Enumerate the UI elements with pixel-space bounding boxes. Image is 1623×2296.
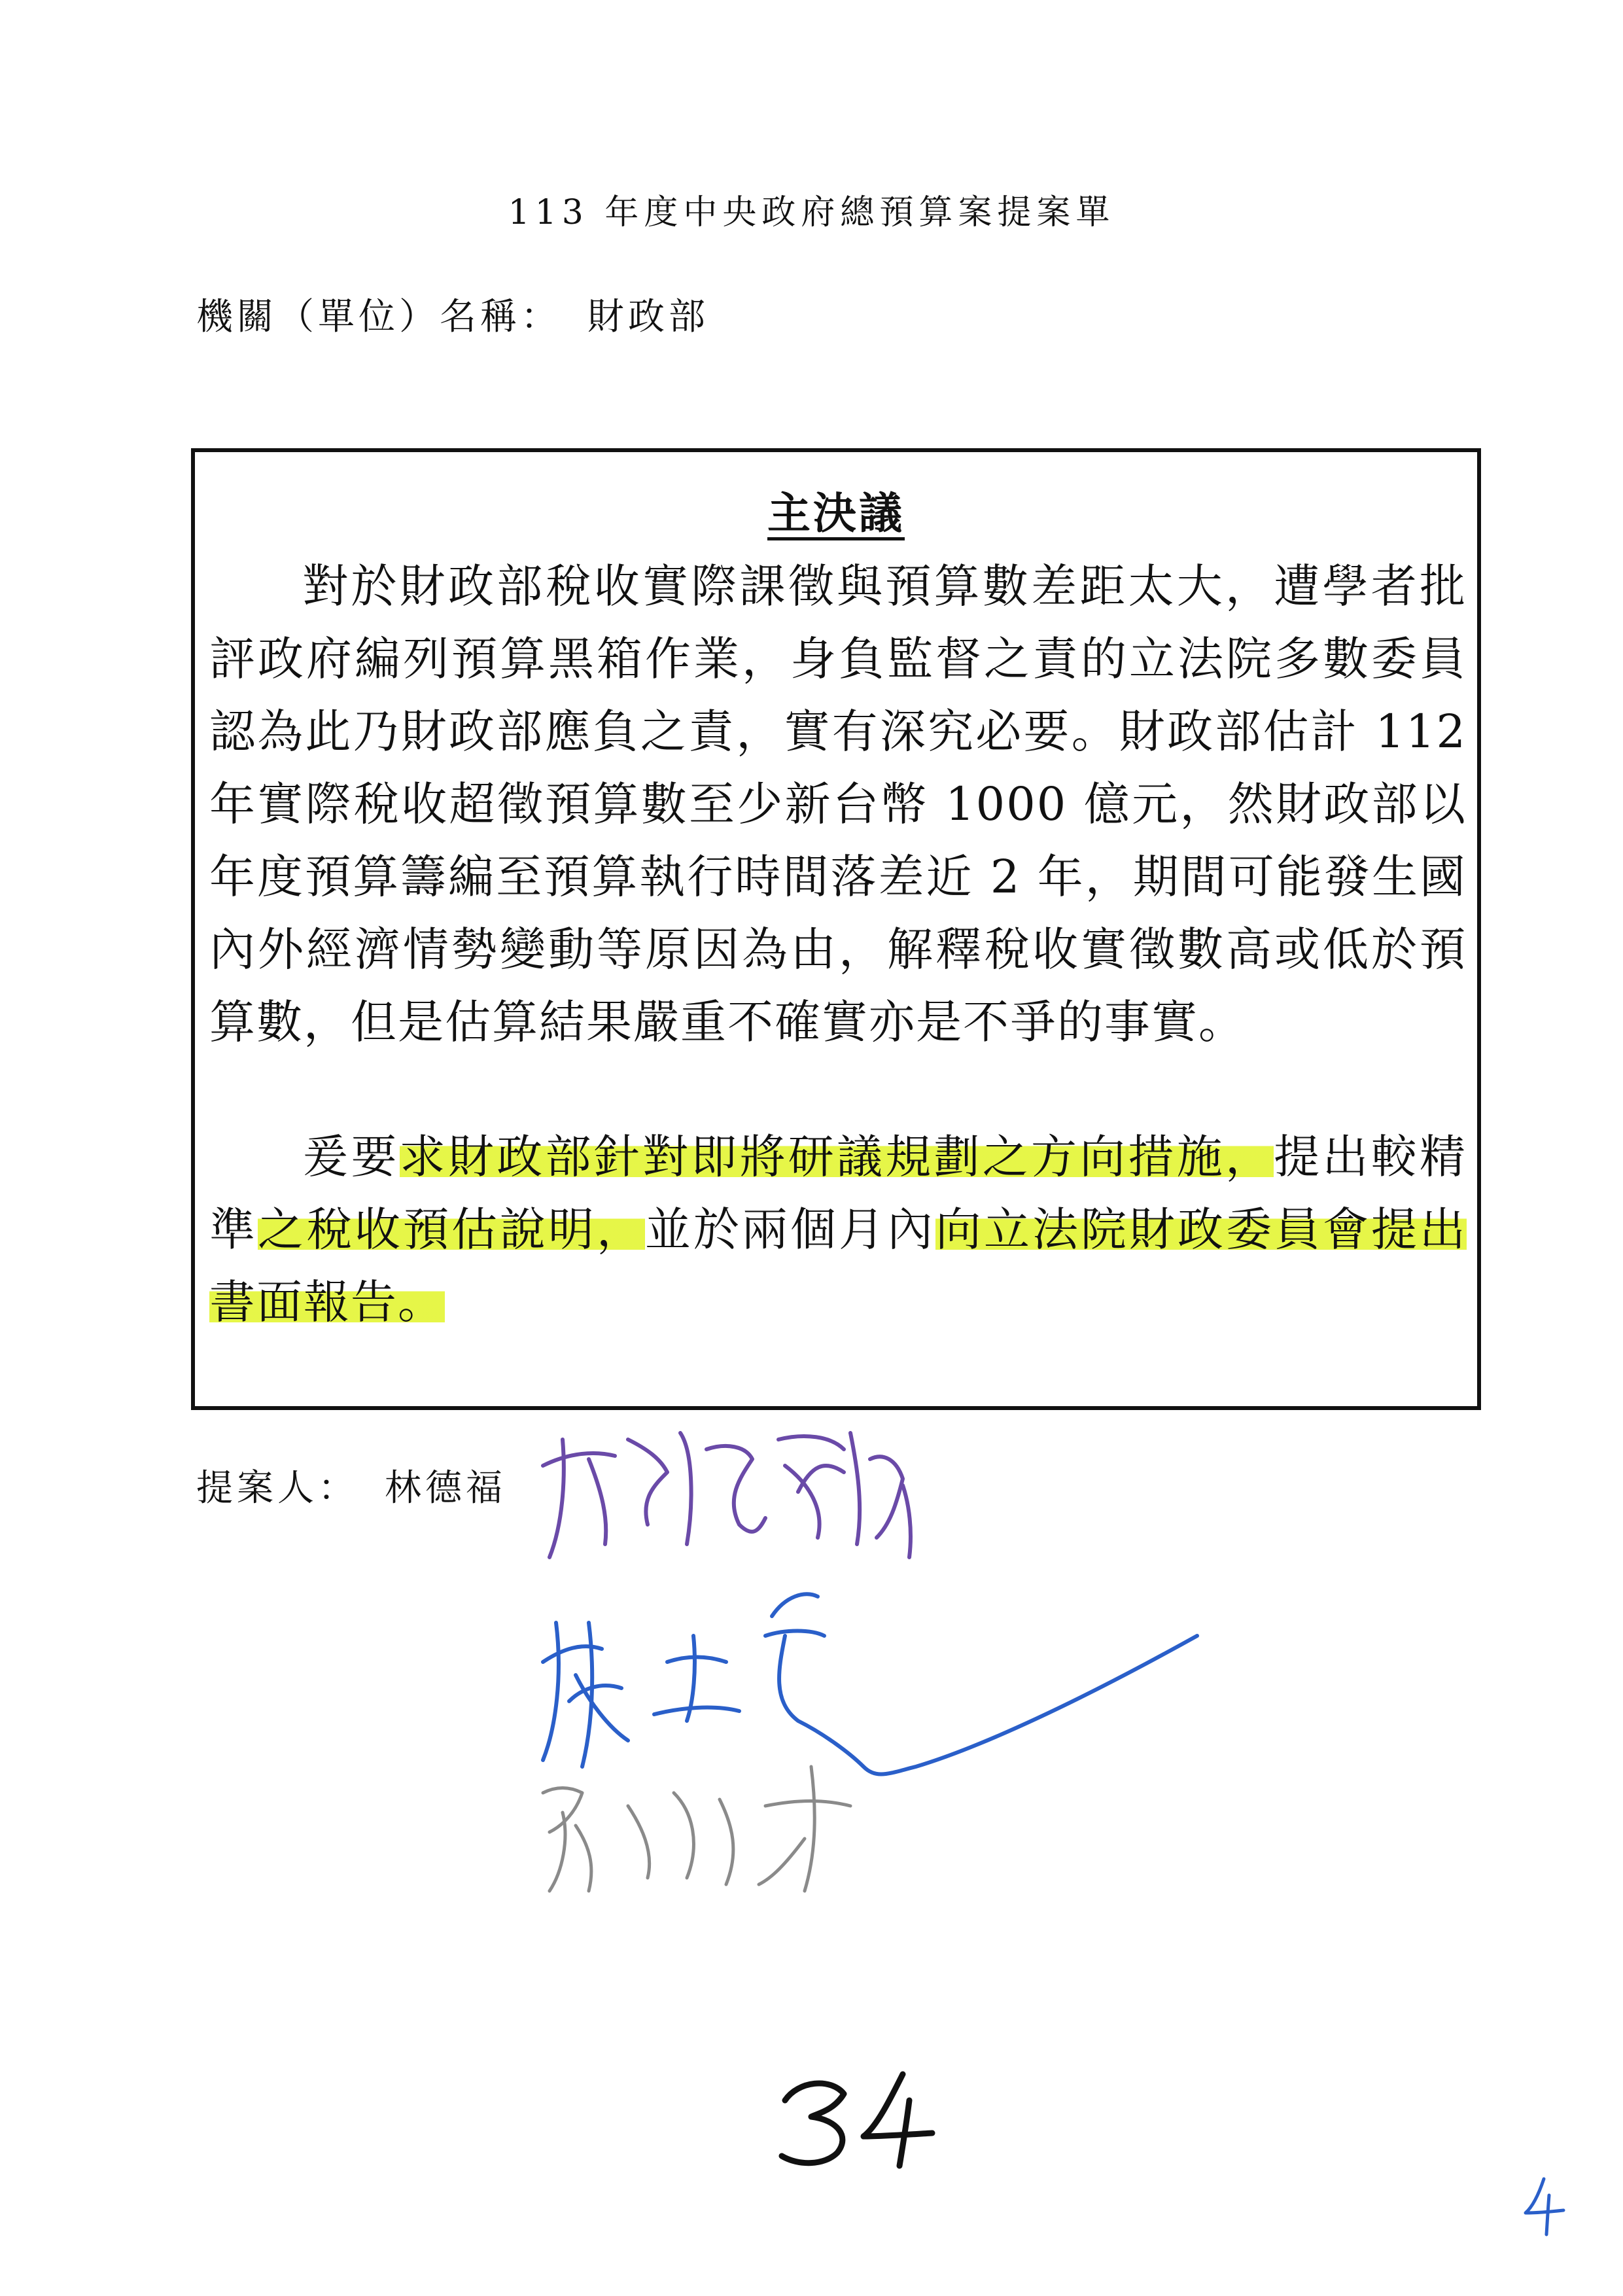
agency-value: 財政部 xyxy=(587,296,709,338)
page-number-handwritten xyxy=(772,2061,942,2172)
corner-number-handwritten xyxy=(1518,2172,1570,2238)
proposer-value: 林德福 xyxy=(385,1467,506,1510)
resolution-heading: 主決議 xyxy=(767,487,905,539)
paragraph-2-seg-highlighted: 向立法院財政委員會提出書面報告。 xyxy=(209,1203,1467,1329)
signature-gray xyxy=(543,1767,850,1891)
agency-line xyxy=(196,288,709,340)
paragraph-2-seg: 提出較精準 xyxy=(209,1130,1467,1256)
resolution-paragraph-2 xyxy=(209,1121,1467,1339)
paragraph-2-seg-highlighted: 之稅收預估說明， xyxy=(258,1203,645,1256)
document-title: 113 年度中央政府總預算案提案單 xyxy=(508,193,1115,232)
paragraph-2-seg: 爰要 xyxy=(301,1130,400,1184)
proposer-label: 提案人： xyxy=(196,1467,358,1510)
resolution-paragraph-1 xyxy=(209,550,1467,1059)
proposer-line xyxy=(196,1459,506,1511)
agency-label: 機關（單位）名稱： xyxy=(196,296,561,338)
paragraph-1-text: 對於財政部稅收實際課徵與預算數差距太大，遭學者批評政府編列預算黑箱作業，身負監督之責的立法院多數委員認為此乃財政部應負之責，實有深究必要。財政部估計 112 年實際稅收超徵預算數至少新台幣 1000 億元，然財政部以年度預算籌編至預算執行時間落差近 2 年，期間可能發生國內外經濟情勢變動等原因為由，解釋稅收實徵數高或低於預算數，但是估算結果嚴重不確實亦是不爭的事實。 xyxy=(209,559,1467,1049)
resolution-box xyxy=(191,448,1481,1410)
paragraph-2-seg: 並於兩個月內 xyxy=(645,1203,935,1256)
signature-blue xyxy=(543,1594,1197,1774)
paragraph-2-seg-highlighted: 求財政部針對即將研議規劃之方向措施， xyxy=(399,1130,1274,1184)
signature-purple xyxy=(543,1433,911,1557)
